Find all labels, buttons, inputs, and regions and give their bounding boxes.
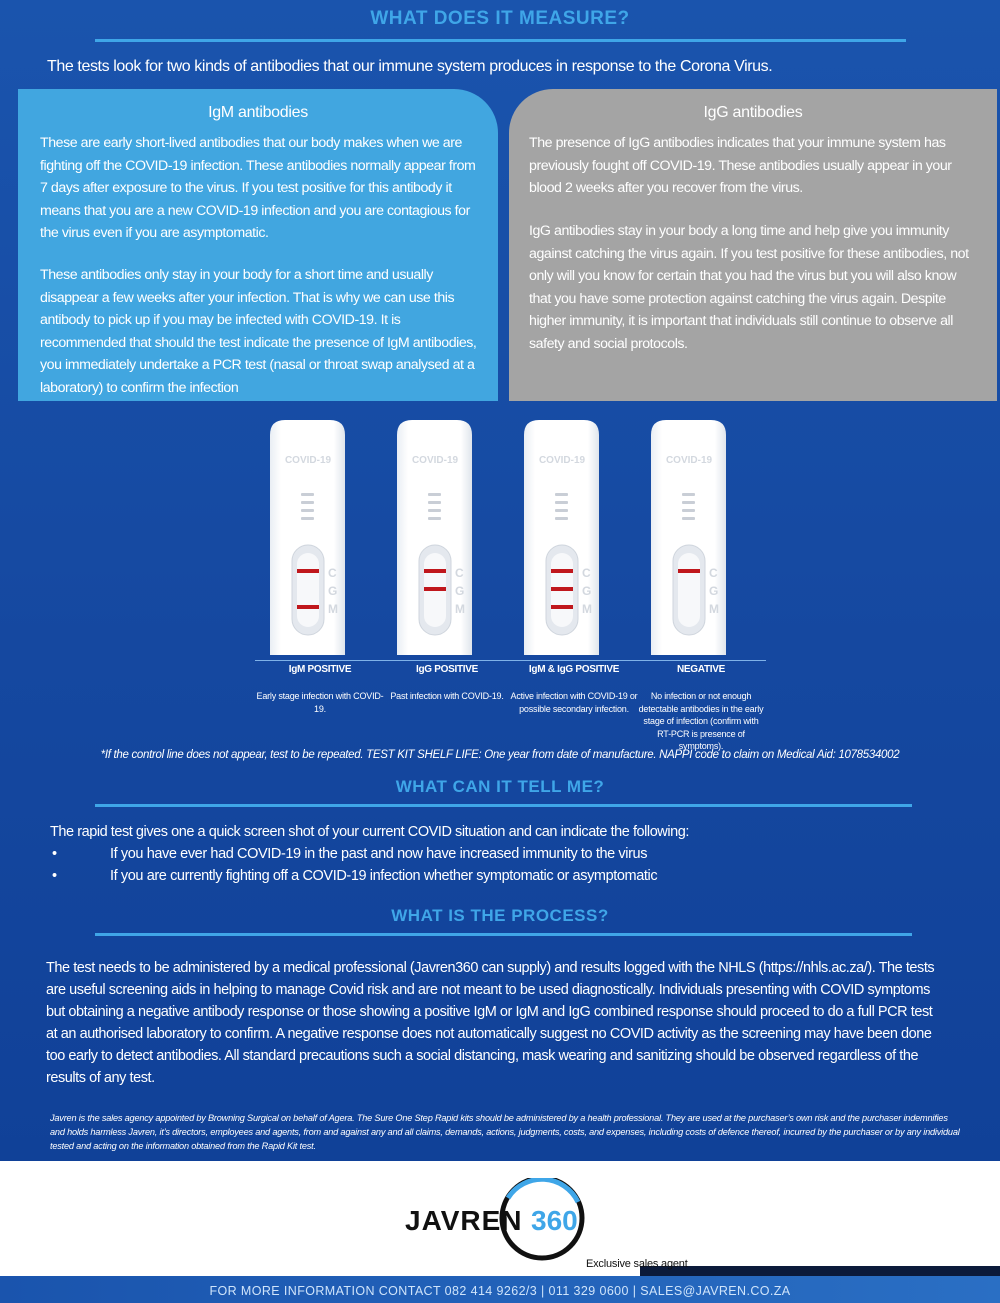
test-kit-igm bbox=[256, 415, 384, 714]
test-kit-negative bbox=[638, 415, 764, 751]
igg-title: IgG antibodies bbox=[703, 104, 803, 121]
igg-paragraph-1: The presence of IgG antibodies indicates that your immune system has previously fought off COVID-19. These antibodies usually appear in your blood 2 weeks after you recover from the virus. bbox=[529, 135, 952, 196]
igm-title: IgM antibodies bbox=[208, 104, 308, 121]
section-title-process: WHAT IS THE PROCESS? bbox=[391, 906, 609, 925]
test-kit-igg bbox=[390, 415, 504, 701]
logo-number: 360 bbox=[531, 1205, 578, 1236]
title-divider bbox=[95, 39, 906, 42]
test-cassette-icon bbox=[397, 415, 497, 660]
igg-panel bbox=[509, 89, 997, 401]
svg-text:G: G bbox=[328, 584, 338, 598]
svg-text:C: C bbox=[582, 566, 591, 580]
test-kit-igm-igg bbox=[510, 415, 638, 714]
test-cassette-icon bbox=[524, 415, 624, 660]
igm-paragraph-1: These are early short-lived antibodies that our body makes when we are fighting off the COVID-19 infection. These antibodies normally appear from 7 days after exposure to the virus. If you test positive for this antibody it means that you are a new COVID-19 infection and you are contagious for the virus even if you are asymptomatic. bbox=[40, 135, 476, 241]
kit-label-negative: NEGATIVE bbox=[677, 664, 725, 675]
test-cassette-icon bbox=[651, 415, 751, 660]
kit-divider bbox=[509, 660, 639, 661]
svg-text:M: M bbox=[709, 602, 719, 616]
svg-text:COVID-19: COVID-19 bbox=[665, 455, 713, 466]
igg-paragraph-2: IgG antibodies stay in your body a long time and help give you immunity against catching the virus again. If you test positive for these antibodies, not only will you know for certain that you had the virus but you will also know that you have some protection against catching the virus again. Despite higher immunity, it is important that individuals still continue to observe all safety and social protocols. bbox=[529, 223, 969, 352]
igm-paragraph-2: These antibodies only stay in your body for a short time and usually disappear a few weeks after your infection. That is why we can use this antibody to pick up if you may be infected with COVID-19. It is recommended that should the test indicate the presence of IgM antibodies, you immediately undertake a PCR test (nasal or throat swap analysed at a laboratory) to confirm the infection bbox=[40, 267, 477, 396]
svg-text:C: C bbox=[709, 566, 718, 580]
kit-divider bbox=[382, 660, 512, 661]
kit-desc-negative: No infection or not enough detectable antibodies in the early stage of infection (confirm with RT-PCR is presence of symptoms). bbox=[638, 691, 764, 751]
kit-desc-igm: Early stage infection with COVID-19. bbox=[256, 691, 384, 714]
section-divider bbox=[95, 933, 912, 936]
section-title-measure: WHAT DOES IT MEASURE? bbox=[370, 8, 630, 29]
kit-divider bbox=[255, 660, 385, 661]
logo-wordmark: JAVREN bbox=[405, 1205, 523, 1236]
test-kit-illustrations bbox=[256, 415, 764, 751]
kit-desc-igg: Past infection with COVID-19. bbox=[390, 691, 504, 701]
svg-text:M: M bbox=[455, 602, 465, 616]
section-title-tell: WHAT CAN IT TELL ME? bbox=[395, 777, 605, 796]
logo-tagline: Exclusive sales agent bbox=[586, 1258, 688, 1270]
kit-label-igg: IgG POSITIVE bbox=[416, 664, 478, 675]
kit-label-igm-igg: IgM & IgG POSITIVE bbox=[528, 664, 620, 675]
bullet-icon: • bbox=[52, 868, 57, 884]
svg-text:M: M bbox=[582, 602, 592, 616]
igm-panel bbox=[18, 89, 498, 401]
kit-label-igm: IgM POSITIVE bbox=[288, 664, 352, 675]
process-body: The test needs to be administered by a medical professional (Javren360 can supply) and results logged with the NHLS (https://nhls.ac.za/). The tests are useful screening aids in helping to manage Covid risk and are not meant to be used diagnostically. Individuals presenting with COVID symptoms but obtaining a negative antibody response or those showing a positive IgM or IgM and IgG combined response should proceed to do a full PCR test at an authorised laboratory to confirm. A negative response does not automatically suggest no COVID activity as the screening may have been done too early to detect antibodies. All standard precautions such a social distancing, mask wearing and sanitizing should be observed regardless of the results of any test. bbox=[46, 960, 935, 1086]
legal-disclaimer: Javren is the sales agency appointed by Browning Surgical on behalf of Agera. The Sure One Step Rapid kits should be administered by a health professional. They are used at the purchaser’s own risk and the purchaser indemnifies and holds harmless Javren, it’s directors, employees and agents, from and against any and all claims, demands, actions, judgments, costs, and expenses, including costs of defence thereof, incurred by the purchaser or by any individual tested and acting on the information obtained from the Rapid Kit test. bbox=[50, 1113, 960, 1151]
list-item: • If you have ever had COVID-19 in the past and now have increased immunity to the virus bbox=[50, 843, 657, 865]
intro-text: The tests look for two kinds of antibodies that our immune system produces in response to the Corona Virus. bbox=[47, 58, 773, 75]
tell-bullet-list bbox=[50, 843, 657, 887]
kit-desc-igm-igg: Active infection with COVID-19 or possible secondary infection. bbox=[510, 691, 638, 714]
test-cassette-icon bbox=[270, 415, 370, 660]
javren360-logo bbox=[400, 1178, 600, 1268]
kit-footnote: *If the control line does not appear, test to be repeated. TEST KIT SHELF LIFE: One year from date of manufacture. NAPPI code to claim on Medical Aid: 1078534002 bbox=[100, 749, 900, 761]
svg-text:G: G bbox=[709, 584, 719, 598]
contact-info: FOR MORE INFORMATION CONTACT 082 414 9262/3 | 011 329 0600 | SALES@JAVREN.CO.ZA bbox=[209, 1284, 791, 1298]
svg-text:G: G bbox=[582, 584, 592, 598]
svg-text:COVID-19: COVID-19 bbox=[411, 455, 459, 466]
kit-divider bbox=[636, 660, 766, 661]
svg-text:G: G bbox=[455, 584, 465, 598]
list-item: • If you are currently fighting off a COVID-19 infection whether symptomatic or asymptomatic bbox=[50, 865, 657, 887]
svg-text:C: C bbox=[328, 566, 337, 580]
svg-text:COVID-19: COVID-19 bbox=[284, 455, 332, 466]
bullet-icon: • bbox=[52, 846, 57, 862]
svg-text:M: M bbox=[328, 602, 338, 616]
svg-text:C: C bbox=[455, 566, 464, 580]
tell-intro: The rapid test gives one a quick screen shot of your current COVID situation and can indicate the following: bbox=[50, 824, 689, 840]
svg-text:COVID-19: COVID-19 bbox=[538, 455, 586, 466]
section-divider bbox=[95, 804, 912, 807]
